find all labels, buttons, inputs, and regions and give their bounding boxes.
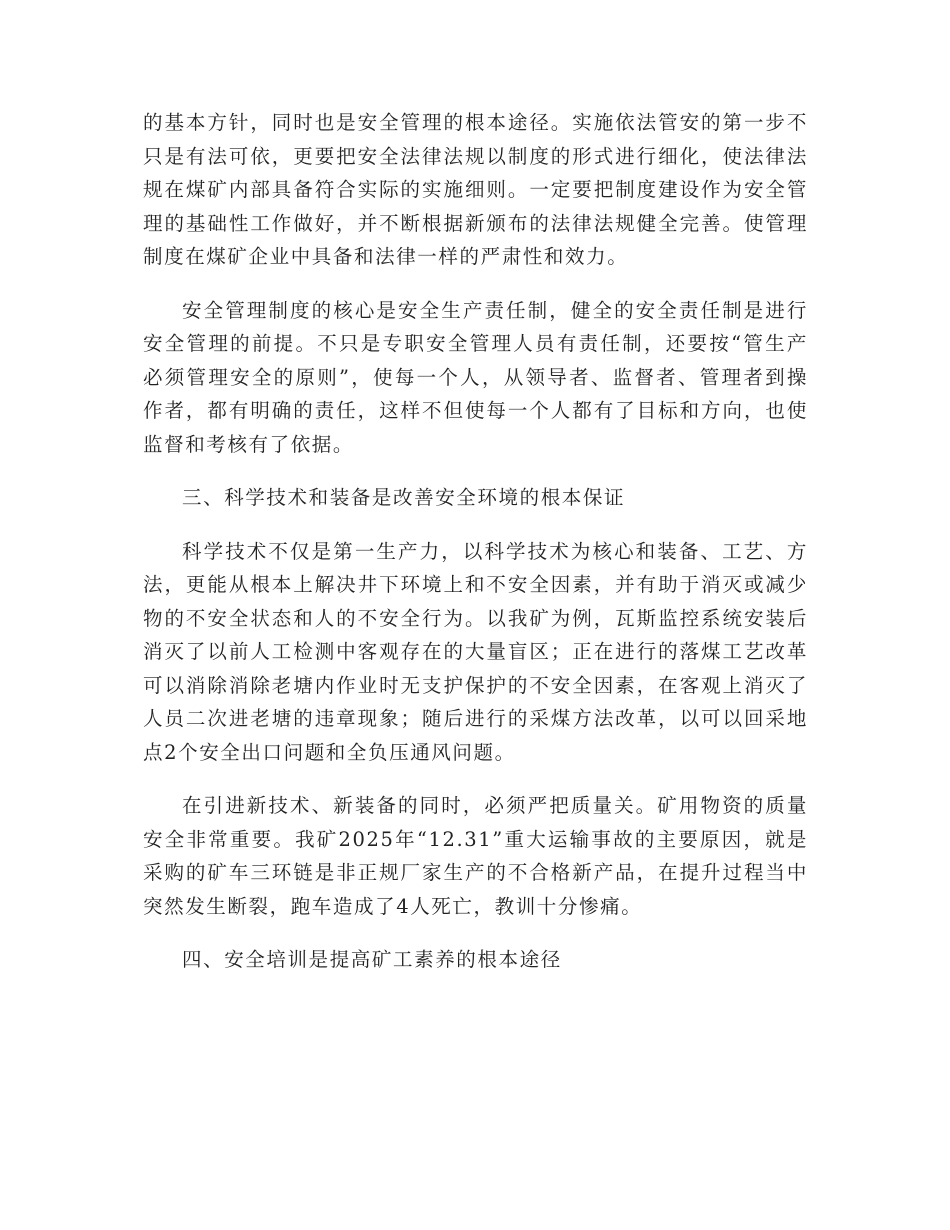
document-body — [143, 106, 808, 997]
section-heading-4: 四、安全培训是提高矿工素养的根本途径 — [182, 948, 562, 971]
section-heading-3: 三、科学技术和装备是改善安全环境的根本保证 — [182, 486, 626, 509]
paragraph-continuation: 的基本方针，同时也是安全管理的根本途径。实施依法管安的第一步不只是有法可依，更要把安全法律法规以制度的形式进行细化，使法律法规在煤矿内部具备符合实际的实施细则。一定要把制度建设作为安全管理的基础性工作做好，并不断根据新颁布的法律法规健全完善。使管理制度在煤矿企业中具备和法律一样的严肃性和效力。 — [143, 111, 808, 268]
paragraph-responsibility-system: 安全管理制度的核心是安全生产责任制，健全的安全责任制是进行安全管理的前提。不只是专职安全管理人员有责任制，还要按“管生产必须管理安全的原则”，使每一个人，从领导者、监督者、管理者到操作者，都有明确的责任，这样不但使每一个人都有了目标和方向，也使监督和考核有了依据。 — [143, 298, 808, 456]
paragraph-quality-control: 在引进新技术、新装备的同时，必须严把质量关。矿用物资的质量安全非常重要。我矿2025年“12.31”重大运输事故的主要原因，就是采购的矿车三环链是非正规厂家生产的不合格新产品，在提升过程当中突然发生断裂，跑车造成了4人死亡，教训十分惨痛。 — [143, 794, 808, 918]
paragraph-technology: 科学技术不仅是第一生产力，以科学技术为核心和装备、工艺、方法，更能从根本上解决井下环境上和不安全因素，并有助于消灭或减少物的不安全状态和人的不安全行为。以我矿为例，瓦斯监控系统安装后消灭了以前人工检测中客观存在的大量盲区；正在进行的落煤工艺改革可以消除消除老塘内作业时无支护保护的不安全因素，在客观上消灭了人员二次进老塘的违章现象；随后进行的采煤方法改革，以可以回采地点2个安全出口问题和全负压通风问题。 — [143, 539, 808, 764]
